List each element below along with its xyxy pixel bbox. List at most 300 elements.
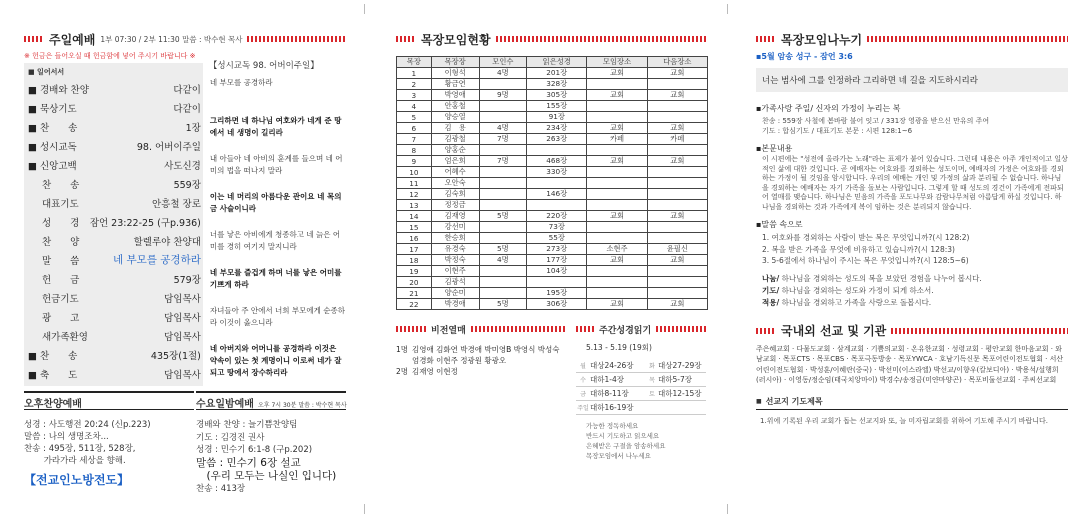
- table-cell: [647, 266, 707, 277]
- worship-header: [24, 31, 346, 47]
- table-cell: [647, 145, 707, 156]
- afternoon-line: 가라가라 세상을 향해.: [24, 456, 126, 466]
- table-row: [397, 101, 708, 112]
- table-row: [397, 244, 708, 255]
- table-row: [397, 288, 708, 299]
- table-cell: 엄은희: [431, 156, 479, 167]
- table-cell: 오안숙: [431, 178, 479, 189]
- table-cell: 유경숙: [431, 244, 479, 255]
- panel-sharing: 목장모임나누기 ▪5월 암송 성구 - 잠언 3:6 너는 범사에 그를 인정하라 그리하면 네 길을 지도하시리라 ▪가족사랑 주일/ 신자의 가정이 누리는 복 찬송 : 559장 사철에 봄바람 불어 잇고 / 331장 영광을 받으신 만유의 주여 기도 : 합심기도 / 대표기도 본문 : 시편 128:1~6 ▪본문내용 이 시편에는 "성전에 올라가는 노래"라는 표제가 붙어 있습니다. 그런데 내용은 아주 개인적이고 일상적인 삶에 대한 것입니다. 곧 예배자는 여호와를 경외하는 성도이며, 예배자의 가정은 여호와를 경외하는 가정이 될 것임을 암시합니다. 우리의 예배는 개인 및 가정의 삶과 분리될 수 없습니다. 하나님을 경외하는 예배자는 자기 가족을 돌보는 사람입니다. 그렇게 할 때 성도의 경건이 가족에게 전파되어 열매를 맺습니다. 하나님은 믿음의 가족을 포도나무와 감람나무처럼 아름답게 하실 것입니다. 하나님을 경외하는 것과 가족에게 복이 임하는 것은 분리되지 않습니다. ▪말씀 속으로 1. 여호와를 경외하는 사람이 받는 복은 무엇입니까?(시 128:2) 2. 복을 받은 가족을 무엇에 비유하고 있습니까?(시 128:3) 3. 5-6절에서 하나님이 주시는 복은 무엇입니까?(시 128:5~6) 나눔/ 하나님을 경외하는 성도의 복을 보았던 경험을 나누어 봅시다. 기도/ 하나님을 경외하는 성도와 가정이 되게 하소서. 적용/ 하나님을 경외하고 가족을 사랑으로 돌봅시다. 국내외 선교 및 기관 주은혜교회 · 다물도교회 · 삼계교회 · 기쁨의교회 · 온유한교회 · 성령교회 · 평안교회 한마음교회 · 와남교회 · 목포CTS · 목포CBS · 목포극동방송 · 목포YWCA · 호남기독신문 목포어린이전도협회 · 서산어린이전도협회 · 박성훈/이혜란(중국) · 박선미(이스라엘) 박선교/이향우(칼보디아) · 박용석/설행희(러시아) · 이영동/정순임(태국치앙마이) 박경수/송정금(미얀마양곤) · 목포비둘선교회 · 주씨선교회 ■ 선교지 기도제목 1.위에 기록된 우리 교회가 돕는 선교지와 또, 늘 미자립교회를 위하여 기도해 주시기 바랍니다.: [756, 32, 1068, 425]
- table-cell: [587, 189, 647, 200]
- service-item-label: ■ 경배와 찬양: [28, 84, 89, 96]
- table-cell: 6: [397, 123, 432, 134]
- service-item-value: 435장(1절): [150, 350, 201, 362]
- service-item-value: 다같이: [173, 84, 201, 96]
- table-cell: 황금연: [431, 79, 479, 90]
- table-cell: [647, 178, 707, 189]
- table-cell: 교회: [587, 156, 647, 167]
- apply-line: [762, 285, 1068, 297]
- service-item: [28, 212, 201, 231]
- topic-line: 기도 : 합심기도 / 대표기도 본문 : 시편 128:1~6: [762, 127, 913, 135]
- table-cell: 13: [397, 200, 432, 211]
- service-item-value: 안흥철 장로: [151, 198, 201, 210]
- vision-title: 비전열매: [431, 325, 466, 336]
- weekly-row: [576, 387, 706, 401]
- weekly-row: [576, 373, 706, 387]
- table-cell: [479, 112, 526, 123]
- table-cell: 305장: [527, 90, 587, 101]
- table-cell: 73장: [527, 222, 587, 233]
- service-item-value: 담임목사: [164, 293, 201, 305]
- table-header: 모임장소: [587, 57, 647, 68]
- weekly-date: 5.13 - 5.19 (19회): [586, 343, 652, 352]
- table-cell: 교회: [647, 68, 707, 79]
- table-cell: 어혜수: [431, 167, 479, 178]
- weekly-reading: 대상24-26장: [590, 361, 634, 370]
- topic-line: 찬송 : 559장 사철에 봄바람 불어 잇고 / 331장 영광을 받으신 만유의 주여: [762, 117, 990, 125]
- apply-text: 하나님을 경외하고 가족을 사랑으로 돌봅시다.: [779, 297, 932, 307]
- service-item: [28, 79, 201, 98]
- afternoon-line: 말씀 : 나의 생명조차...: [24, 432, 109, 442]
- table-cell: [587, 233, 647, 244]
- wednesday-line: 경배와 찬양 : 늘기쁨찬양팀: [196, 420, 298, 430]
- table-cell: [587, 167, 647, 178]
- table-cell: [587, 145, 647, 156]
- table-cell: [647, 101, 707, 112]
- service-item: [28, 345, 201, 364]
- table-cell: 강선미: [431, 222, 479, 233]
- weekly-note: 목장모임에서 나누세요: [586, 452, 651, 460]
- table-cell: 교회: [647, 211, 707, 222]
- wednesday-line: (우리 모두는 나실인 입니다): [196, 469, 337, 482]
- weekly-reading: 대상27-29장: [658, 361, 702, 370]
- table-row: [397, 68, 708, 79]
- table-cell: 5명: [479, 211, 526, 222]
- service-item-value: 할렐루야 찬양대: [133, 236, 201, 248]
- table-cell: [587, 222, 647, 233]
- table-cell: 17: [397, 244, 432, 255]
- table-cell: 김광철: [431, 134, 479, 145]
- service-item-label: ■ 성시교독: [28, 141, 77, 153]
- service-item-label: 찬 송: [42, 179, 80, 191]
- table-row: [397, 178, 708, 189]
- vision-count: 1명: [396, 345, 409, 354]
- table-cell: [647, 277, 707, 288]
- service-item-value: 579장: [173, 274, 201, 286]
- table-cell: 양승열: [431, 112, 479, 123]
- reading-line: 너를 낳은 아비에게 청종하고 네 늙은 어미를 경히 여기지 말지니라: [209, 230, 341, 251]
- table-cell: 2: [397, 79, 432, 90]
- table-cell: [479, 178, 526, 189]
- table-cell: 교회: [647, 123, 707, 134]
- table-cell: 15: [397, 222, 432, 233]
- table-cell: 104장: [527, 266, 587, 277]
- table-cell: 교회: [647, 299, 707, 310]
- service-item: [28, 117, 201, 136]
- table-cell: [527, 277, 587, 288]
- table-cell: 4명: [479, 68, 526, 79]
- body-text: 이 시편에는 "성전에 올라가는 노래"라는 표제가 붙어 있습니다. 그런데 내용은 아주 개인적이고 일상적인 삶에 대한 것입니다. 곧 예배자는 여호와를 경외하는 성도이며, 예배자의 가정은 여호와를 경외하는 가정이 될 것임을 암시합니다. 우리의 예배는 개인 및 가정의 삶과 분리될 수 없습니다. 하나님을 경외하는 예배자는 자기 가족을 돌보는 사람입니다. 그렇게 할 때 성도의 경건이 가족에게 전파되어 열매를 맺습니다. 하나님은 믿음의 가족을 포도나무와 감람나무처럼 아름답게 하실 것입니다. 하나님을 경외하는 것과 가족에게 복이 임하는 것은 분리되지 않습니다.: [762, 155, 1068, 211]
- table-cell: 교회: [587, 123, 647, 134]
- service-item-label: ■ 축 도: [28, 369, 78, 381]
- table-cell: [587, 101, 647, 112]
- question-line: 1. 여호와를 경외하는 사람이 받는 복은 무엇입니까?(시 128:2): [762, 233, 970, 242]
- service-item-value: 98. 어버이주일: [136, 141, 201, 153]
- table-cell: 195장: [527, 288, 587, 299]
- table-cell: 263장: [527, 134, 587, 145]
- wednesday-sub: 오후 7시 30분 말씀 : 박수현 목사: [257, 402, 347, 409]
- body-title: ▪본문내용: [756, 144, 793, 153]
- service-item-value: 사도신경: [164, 160, 201, 172]
- questions-title: ▪말씀 속으로: [756, 220, 803, 229]
- table-cell: 201장: [527, 68, 587, 79]
- table-cell: 김광석: [431, 277, 479, 288]
- table-cell: 7명: [479, 156, 526, 167]
- table-cell: [647, 200, 707, 211]
- weekly-day: 수: [580, 377, 586, 384]
- table-cell: [479, 266, 526, 277]
- table-cell: [587, 178, 647, 189]
- service-item-value: 담임목사: [164, 312, 201, 324]
- service-item-label: ■ 찬 송: [28, 350, 78, 362]
- table-header: 목장장: [431, 57, 479, 68]
- table-cell: [479, 277, 526, 288]
- reading-line: 자녀들아 주 안에서 너희 부모에게 순종하라 이것이 옳으니라: [209, 306, 345, 327]
- table-cell: 7명: [479, 134, 526, 145]
- table-cell: 5: [397, 112, 432, 123]
- reading-line: 네 아버지와 어머니를 공경하라 이것은 약속이 있는 첫 계명이니 이로써 네가 잘 되고 땅에서 장수하리라: [209, 344, 342, 377]
- weekly-note: 반드시 기도하고 읽으세요: [586, 432, 660, 440]
- table-row: [397, 200, 708, 211]
- service-item-label: 헌 금: [42, 274, 80, 286]
- table-cell: 김 용: [431, 123, 479, 134]
- table-cell: 9명: [479, 90, 526, 101]
- table-cell: 306장: [527, 299, 587, 310]
- table-cell: 91장: [527, 112, 587, 123]
- apply-label: 적용/: [762, 297, 780, 307]
- service-item: [28, 231, 201, 250]
- service-item: [28, 364, 201, 383]
- table-cell: [647, 222, 707, 233]
- table-cell: [527, 178, 587, 189]
- table-header: 모인수: [479, 57, 526, 68]
- table-row: [397, 90, 708, 101]
- service-item: [28, 174, 201, 193]
- table-row: [397, 277, 708, 288]
- table-cell: 박정숙: [431, 255, 479, 266]
- topic-title: ▪가족사랑 주일/ 신자의 가정이 누리는 복: [756, 104, 901, 113]
- table-cell: 카페: [587, 134, 647, 145]
- panel-cell-status: [396, 0, 708, 516]
- table-cell: [647, 233, 707, 244]
- table-cell: 3: [397, 90, 432, 101]
- table-header: 다음장소: [647, 57, 707, 68]
- service-item-value: 559장: [173, 179, 201, 191]
- service-item-value: 네 부모를 공경하라: [113, 254, 201, 266]
- table-row: [397, 255, 708, 266]
- reading-line: 내 아들아 네 아비의 훈계를 들으며 네 어미의 법을 떠나지 말라: [209, 154, 343, 175]
- weekly-day: 화: [649, 363, 655, 370]
- prayer-text: 1.위에 기록된 우리 교회가 돕는 선교지와 또, 늘 미자립교회를 위하여 기도해 주시기 바랍니다.: [760, 416, 1049, 425]
- apply-text: 하나님을 경외하는 성도와 가정이 되게 하소서.: [779, 285, 934, 295]
- reading-title: 【성시교독 98. 어버이주일】: [208, 61, 319, 71]
- table-cell: [587, 277, 647, 288]
- reading-line: 네 부모를 즐겁게 하며 너를 낳은 어미를 기쁘게 하라: [209, 268, 342, 289]
- table-cell: 소현주: [587, 244, 647, 255]
- table-cell: 55장: [527, 233, 587, 244]
- service-item-value: 담임목사: [164, 369, 201, 381]
- reading-line: 그리하면 네 하나님 여호와가 네게 준 땅에서 네 생명이 길리라: [209, 116, 342, 137]
- cell-table: [396, 56, 708, 310]
- table-cell: [527, 145, 587, 156]
- vision-row: [396, 366, 566, 377]
- service-item: [28, 193, 201, 212]
- table-cell: 4: [397, 101, 432, 112]
- service-item-label: 헌금기도: [42, 293, 79, 305]
- fold-mark: [727, 4, 728, 14]
- table-cell: [587, 200, 647, 211]
- weekly-day: 금: [580, 391, 586, 398]
- table-row: [397, 112, 708, 123]
- apply-line: [762, 297, 1068, 309]
- table-cell: [479, 200, 526, 211]
- table-cell: [479, 167, 526, 178]
- table-cell: 교회: [587, 68, 647, 79]
- table-cell: 김숙희: [431, 189, 479, 200]
- cell-title: 목장모임현황: [421, 32, 491, 47]
- table-cell: [479, 222, 526, 233]
- table-cell: [647, 112, 707, 123]
- table-cell: [647, 189, 707, 200]
- table-cell: 양홍순: [431, 145, 479, 156]
- table-cell: [479, 233, 526, 244]
- table-cell: 박경애: [431, 299, 479, 310]
- wednesday-line: 성경 : 민수기 6:1-8 (구p.202): [196, 445, 313, 455]
- service-item: [28, 288, 201, 307]
- service-item-label: 새가족환영: [42, 331, 88, 343]
- service-item-label: 광 고: [42, 312, 80, 324]
- table-cell: [647, 288, 707, 299]
- table-row: [397, 222, 708, 233]
- worship-times: 1부 07:30 / 2부 11:30 말씀 : 박수현 목사: [100, 34, 243, 44]
- table-cell: [479, 101, 526, 112]
- table-row: [397, 266, 708, 277]
- table-cell: 5명: [479, 299, 526, 310]
- service-item-label: ■ 신앙고백: [28, 160, 77, 172]
- memory-verse: 너는 범사에 그를 인정하라 그리하면 네 길을 지도하시리라: [756, 68, 1068, 92]
- table-cell: [647, 167, 707, 178]
- table-cell: 12: [397, 189, 432, 200]
- service-item-label: 성 경: [42, 217, 80, 229]
- table-cell: [647, 79, 707, 90]
- table-cell: 안홍철: [431, 101, 479, 112]
- service-item-value: 1장: [185, 122, 201, 134]
- service-item: [28, 326, 201, 345]
- apply-label: 나눔/: [762, 273, 780, 283]
- table-row: [397, 167, 708, 178]
- table-cell: 양순미: [431, 288, 479, 299]
- table-cell: 교회: [647, 156, 707, 167]
- table-cell: 7: [397, 134, 432, 145]
- table-cell: 이형석: [431, 68, 479, 79]
- weekly-day: 토: [649, 391, 655, 398]
- table-row: [397, 156, 708, 167]
- table-cell: 234장: [527, 123, 587, 134]
- wednesday-title: 수요일밤예배: [196, 399, 254, 410]
- apply-label: 기도/: [762, 285, 780, 295]
- table-row: [397, 189, 708, 200]
- service-item-label: 말 씀: [42, 255, 80, 267]
- panel-worship: [24, 0, 346, 516]
- weekly-reading: 대하8-11장: [590, 389, 629, 398]
- table-row: [397, 211, 708, 222]
- table-row: [397, 123, 708, 134]
- table-cell: 박영애: [431, 90, 479, 101]
- table-cell: 9: [397, 156, 432, 167]
- weekly-reading: 대하5-7장: [658, 375, 692, 384]
- table-cell: [479, 145, 526, 156]
- weekly-title: 주간성경읽기: [599, 325, 652, 336]
- service-item-label: ■ 찬 송: [28, 122, 78, 134]
- table-cell: 교회: [587, 211, 647, 222]
- fold-mark: [364, 504, 365, 514]
- table-cell: 155장: [527, 101, 587, 112]
- weekly-day: 월: [580, 363, 586, 370]
- table-row: [397, 79, 708, 90]
- sharing-header: [756, 31, 1068, 47]
- weekly-reading: 대하16-19장: [590, 403, 634, 412]
- table-cell: 328장: [527, 79, 587, 90]
- table-cell: 정정금: [431, 200, 479, 211]
- table-cell: 8: [397, 145, 432, 156]
- worship-title: 주일예배: [49, 32, 96, 47]
- table-cell: 19: [397, 266, 432, 277]
- table-row: [397, 233, 708, 244]
- table-cell: 468장: [527, 156, 587, 167]
- vision-names: 김영애 김화연 박경애 박미영B 박영식 박성숙 엄경화 이현주 정광원 황광오: [412, 345, 560, 365]
- mission-header: [756, 323, 1068, 339]
- table-cell: 카페: [647, 134, 707, 145]
- service-item-label: 찬 양: [42, 236, 80, 248]
- service-item: [28, 98, 201, 117]
- question-line: 2. 복을 받은 가족을 무엇에 비유하고 있습니까?(시 128:3): [762, 244, 955, 254]
- service-item: [28, 250, 201, 269]
- table-cell: 윤필신: [647, 244, 707, 255]
- service-item: [28, 136, 201, 155]
- standing-label: ■ 일어서서: [28, 68, 65, 76]
- weekly-row: [576, 359, 706, 373]
- table-cell: 146장: [527, 189, 587, 200]
- weekly-note: 가능한 정독하세요: [586, 422, 639, 430]
- fold-mark: [727, 504, 728, 514]
- table-cell: 4명: [479, 255, 526, 266]
- weekly-day: 주일: [577, 405, 589, 412]
- table-cell: [527, 200, 587, 211]
- service-item-value: 담임목사: [164, 331, 201, 343]
- weekly-reading: 대하12-15장: [658, 389, 702, 398]
- table-cell: 14: [397, 211, 432, 222]
- table-cell: 16: [397, 233, 432, 244]
- service-item: [28, 269, 201, 288]
- table-cell: [479, 79, 526, 90]
- table-cell: 김재영: [431, 211, 479, 222]
- wednesday-line: 말씀 : 민수기 6장 설교: [196, 456, 301, 469]
- vision-names: 김재영 이현정: [412, 367, 458, 376]
- afternoon-line: 찬송 : 495장, 511장, 528장,: [24, 444, 136, 454]
- table-cell: 교회: [587, 299, 647, 310]
- table-cell: 교회: [587, 255, 647, 266]
- table-cell: [587, 288, 647, 299]
- prayer-title: 선교지 기도제목: [765, 396, 823, 406]
- reading-line: 이는 네 머리의 아름다운 관이요 네 목의 금 사슬이니라: [209, 192, 342, 213]
- table-row: [397, 134, 708, 145]
- table-cell: 22: [397, 299, 432, 310]
- table-cell: 330장: [527, 167, 587, 178]
- mission-title: 국내외 선교 및 기관: [781, 324, 887, 338]
- table-cell: [587, 79, 647, 90]
- memory-verse-label: ▪5월 암송 성구 - 잠언 3:6: [756, 52, 853, 61]
- wednesday-line: 찬송 : 413장: [196, 483, 246, 494]
- service-item-value: 잠언 23:22-25 (구p.936): [89, 217, 201, 229]
- table-cell: 교회: [647, 90, 707, 101]
- table-cell: [587, 266, 647, 277]
- table-cell: 교회: [587, 90, 647, 101]
- table-cell: 4명: [479, 123, 526, 134]
- vision-row: [396, 344, 566, 366]
- offering-notice: ※ 헌금은 들어오실 때 헌금함에 넣어 주시기 바랍니다 ※: [24, 52, 196, 60]
- service-item-label: 대표기도: [42, 198, 79, 210]
- service-item-label: ■ 묵상기도: [28, 103, 77, 115]
- service-item: [28, 155, 201, 174]
- afternoon-line: 성경 : 사도행전 20:24 (신p.223): [24, 420, 151, 430]
- apply-text: 하나님을 경외하는 성도의 복을 보았던 경험을 나누어 봅시다.: [779, 273, 982, 283]
- table-cell: 이현주: [431, 266, 479, 277]
- table-cell: 220장: [527, 211, 587, 222]
- table-cell: 5명: [479, 244, 526, 255]
- weekly-reading: 대하1-4장: [590, 375, 624, 384]
- table-cell: 273장: [527, 244, 587, 255]
- weekly-note: 은혜받은 구절을 암송하세요: [586, 442, 666, 450]
- reading-line: 네 부모를 공경하라: [209, 78, 273, 87]
- sharing-title: 목장모임나누기: [781, 32, 863, 47]
- mission-list: 주은혜교회 · 다물도교회 · 삼계교회 · 기쁨의교회 · 온유한교회 · 성령교회 · 평안교회 한마음교회 · 와남교회 · 목포CTS · 목포CBS · 목포극동방송 · 목포YWCA · 호남기독신문 목포어린이전도협회 · 서산어린이전도협회 · 박성훈/이혜란(중국) · 박선미(이스라엘) 박선교/이향우(칼보디아) · 박용석/설행희(러시아) · 이영동/정순임(태국치앙마이) 박경수/송정금(미얀마양곤) · 목포비둘선교회 · 주씨선교회: [756, 344, 1064, 384]
- table-row: [397, 145, 708, 156]
- table-cell: [479, 288, 526, 299]
- question-line: 3. 5-6절에서 하나님이 주시는 복은 무엇입니까?(시 128:5~6): [762, 256, 969, 265]
- table-cell: [587, 112, 647, 123]
- table-row: [397, 299, 708, 310]
- table-cell: 한승희: [431, 233, 479, 244]
- weekly-row: [576, 401, 706, 415]
- apply-line: [762, 273, 1068, 285]
- order-of-service: [24, 63, 203, 386]
- table-header: 목장: [397, 57, 432, 68]
- table-cell: 1: [397, 68, 432, 79]
- table-cell: 교회: [647, 255, 707, 266]
- table-cell: 177장: [527, 255, 587, 266]
- street-evangelism: 【전교인노방전도】: [24, 473, 130, 487]
- vision-count: 2명: [396, 367, 409, 376]
- table-cell: 11: [397, 178, 432, 189]
- fold-mark: [364, 4, 365, 14]
- cell-header: [396, 31, 708, 47]
- afternoon-title: 오후찬양예배: [24, 399, 82, 410]
- table-cell: 20: [397, 277, 432, 288]
- wednesday-line: 기도 : 김경진 권사: [196, 432, 265, 443]
- table-cell: 10: [397, 167, 432, 178]
- table-cell: 21: [397, 288, 432, 299]
- service-item: [28, 307, 201, 326]
